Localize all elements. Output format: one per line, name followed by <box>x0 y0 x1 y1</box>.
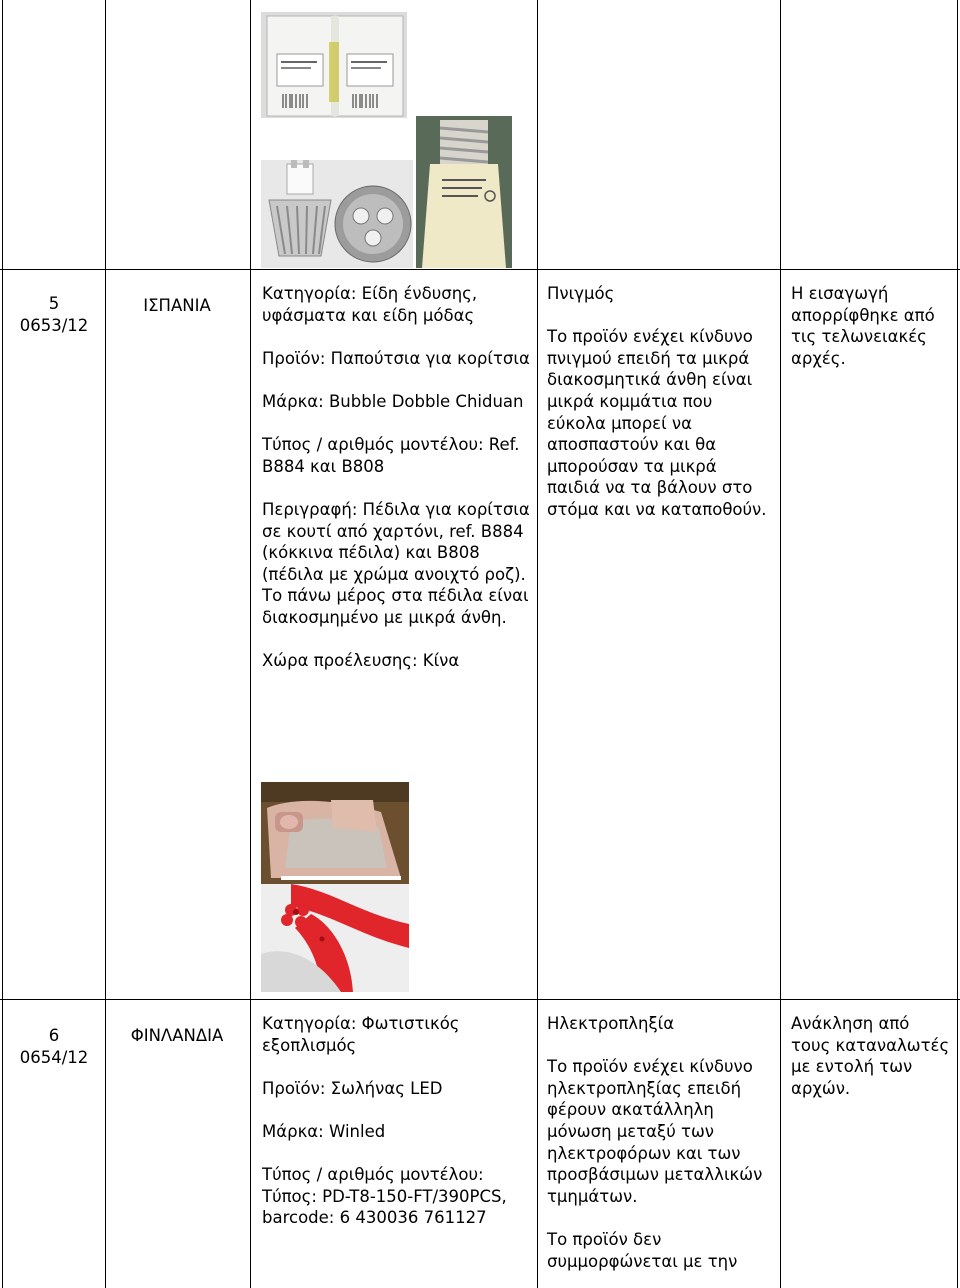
product-origin: Χώρα προέλευσης: Κίνα <box>262 651 460 671</box>
measures: Η εισαγωγή απορρίφθηκε από τις τελωνειακές αρχές. <box>791 284 935 368</box>
row-6-number-cell <box>4 1025 104 1068</box>
risk-type: Πνιγμός <box>547 284 615 303</box>
column-divider <box>250 0 251 1288</box>
product-model: Τύπος / αριθμός μοντέλου: Τύπος: PD-T8-150-FT/390PCS, barcode: 6 430036 761127 <box>262 1165 507 1228</box>
product-category: Κατηγορία: Είδη ένδυσης, υφάσματα και είδη μόδας <box>262 284 478 325</box>
row-reference: 0654/12 <box>19 1047 89 1067</box>
risk-description: Το προϊόν ενέχει κίνδυνο πνιγμού επειδή τα μικρά διακοσμητικά άνθη είναι μικρά κομμάτια που εύκολα μπορεί να αποσπαστούν και θα μπορούσαν τα μικρά παιδιά να τα βάλουν στο στόμα και να καταποθούν. <box>547 327 767 519</box>
row-6-measures-cell <box>791 1013 953 1099</box>
risk-compliance: Το προϊόν δεν συμμορφώνεται με την <box>547 1229 738 1271</box>
country: ΙΣΠΑΝΙΑ <box>143 296 211 315</box>
row-5-product-cell <box>262 283 532 672</box>
product-name: Προϊόν: Παπούτσια για κορίτσια <box>262 348 530 368</box>
product-category: Κατηγορία: Φωτιστικός εξοπλισμός <box>262 1014 460 1055</box>
table-border-left <box>2 0 3 1288</box>
led-box-photo <box>261 12 407 118</box>
row-6-country-cell <box>106 1025 248 1047</box>
product-model: Τύπος / αριθμός μοντέλου: Ref. B884 και B808 <box>262 435 520 476</box>
product-description: Περιγραφή: Πέδιλα για κορίτσια σε κουτί από χαρτόνι, ref. B884 (κόκκινα πέδιλα) και B808 (πέδιλα με χρώμα ανοιχτό ροζ). Το πάνω μέρος στα πέδιλα είναι διακοσμημένο με μικρά άνθη. <box>262 499 530 627</box>
product-brand: Μάρκα: Winled <box>262 1121 386 1141</box>
measures: Ανάκληση από τους καταναλωτές με εντολή των αρχών. <box>791 1014 950 1098</box>
product-name: Προϊόν: Σωλήνας LED <box>262 1078 443 1098</box>
country: ΦΙΝΛΑΝΔΙΑ <box>130 1026 224 1045</box>
product-brand: Μάρκα: Bubble Dobble Chiduan <box>262 391 524 411</box>
row-divider <box>0 269 960 270</box>
led-bulb-photo <box>416 116 512 268</box>
risk-type: Ηλεκτροπληξία <box>547 1014 675 1033</box>
pink-sandal-photo <box>261 782 409 884</box>
row-5-number-cell <box>4 293 104 336</box>
row-5-measures-cell <box>791 283 953 369</box>
red-sandal-photo <box>261 884 409 992</box>
column-divider <box>537 0 538 1288</box>
row-number: 5 <box>48 294 60 313</box>
column-divider <box>105 0 106 1288</box>
row-reference: 0653/12 <box>19 315 89 335</box>
row-5-country-cell <box>106 295 248 317</box>
column-divider <box>780 0 781 1288</box>
row-6-product-cell <box>262 1013 532 1229</box>
row-5-risk-cell <box>547 283 773 521</box>
led-spotlights-photo <box>261 160 413 268</box>
row-6-risk-cell <box>547 1013 773 1272</box>
risk-description: Το προϊόν ενέχει κίνδυνο ηλεκτροπληξίας επειδή φέρουν ακατάλληλη μόνωση μεταξύ των ηλεκτροφόρων και των προσβάσιμων μεταλλικών τμημάτων. <box>547 1057 763 1206</box>
row-divider <box>0 999 960 1000</box>
row-number: 6 <box>48 1026 60 1045</box>
table-border-right <box>957 0 958 1288</box>
